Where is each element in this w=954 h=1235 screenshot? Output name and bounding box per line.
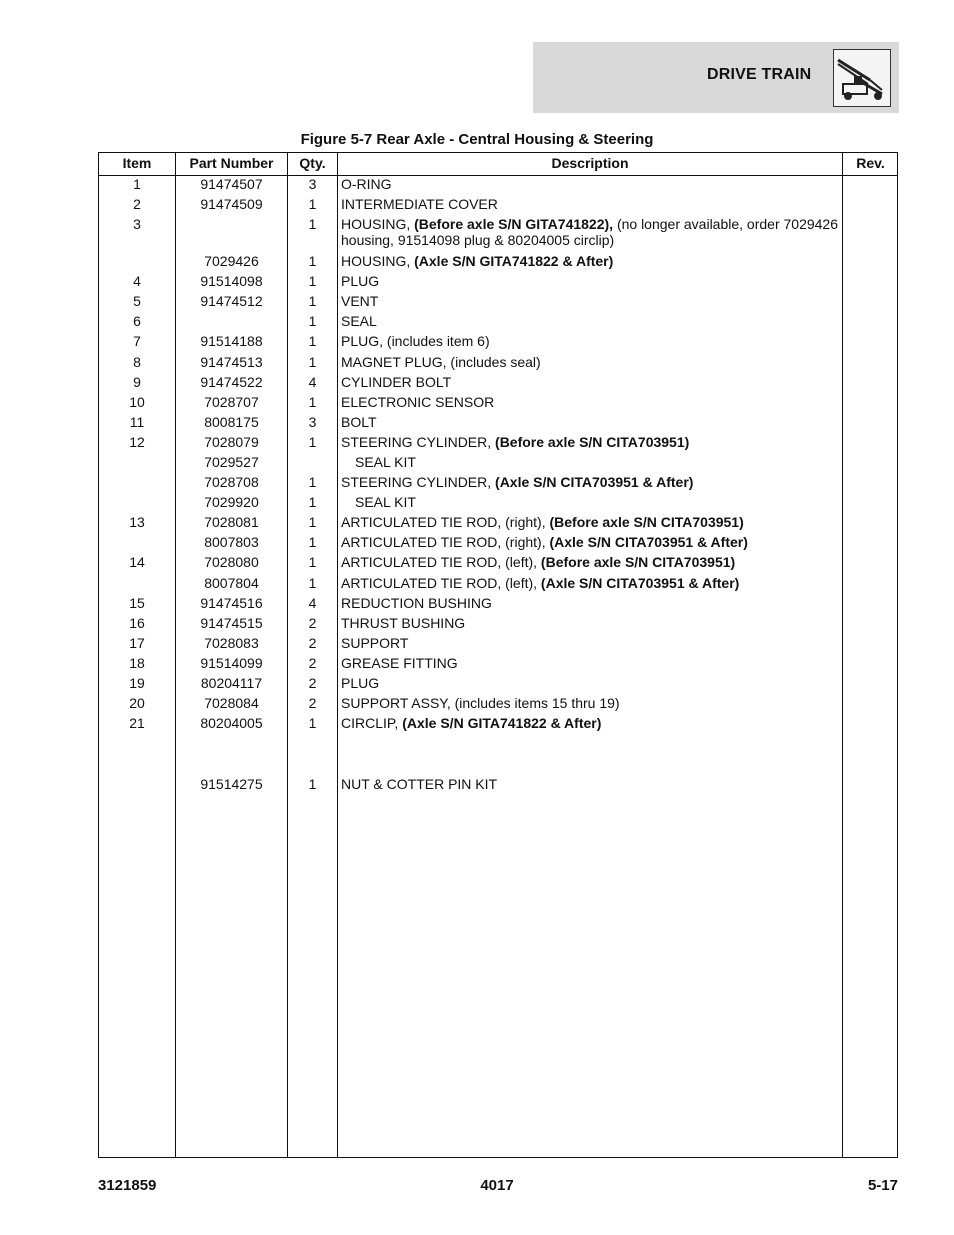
description [341,494,853,510]
quantity: 2 [308,675,317,692]
quantity: 1 [308,474,317,491]
footer-manual-number: 3121859 [98,1177,157,1194]
item-number: 9 [133,373,141,390]
column-header-qty: Qty. [299,155,326,171]
serial-note: (Axle S/N GITA741822 & After) [414,253,614,270]
description-text: SUPPORT [341,634,409,651]
telehandler-icon [833,49,891,107]
part-number: 8007804 [204,574,259,591]
quantity: 2 [308,695,317,712]
table-row [99,635,897,655]
description-text: PLUG, (includes item 6) [341,333,490,350]
serial-note: (Axle S/N CITA703951 & After) [549,534,748,551]
part-number: 91474512 [200,293,263,310]
item-number: 15 [129,594,145,611]
part-number: 91514275 [200,775,263,792]
description-text: INTERMEDIATE COVER [341,196,498,213]
part-number: 91514098 [200,273,263,290]
description [341,313,839,329]
part-number: 7028083 [204,634,259,651]
table-row [99,394,897,414]
description-text: ARTICULATED TIE ROD, (right), [341,514,550,531]
part-number: 80204005 [200,715,263,732]
quantity: 1 [308,514,317,531]
column-header-part-number: Part Number [189,155,274,171]
table-row [99,715,897,735]
description [341,695,839,711]
table-row [99,354,897,374]
item-number: 17 [129,634,145,651]
description [341,414,839,430]
description [341,434,839,450]
table-row [99,253,897,273]
serial-note: (Before axle S/N CITA703951) [549,514,744,531]
table-row [99,695,897,715]
part-number: 7028079 [204,433,259,450]
table-row [99,333,897,353]
item-number: 21 [129,715,145,732]
quantity: 1 [308,393,317,410]
description [341,776,839,792]
description-text: NUT & COTTER PIN KIT [341,775,498,792]
item-number: 14 [129,554,145,571]
serial-note: (Before axle S/N CITA703951) [540,554,736,571]
item-number: 20 [129,695,145,712]
item-number: 6 [133,313,141,330]
part-number: 91474516 [200,594,263,611]
quantity: 3 [308,413,317,430]
table-row [99,273,897,293]
table-row [99,514,897,534]
description [341,293,839,309]
description [341,454,853,470]
quantity: 1 [308,253,317,270]
description [341,675,839,691]
part-number: 91474515 [200,614,263,631]
description-text: CYLINDER BOLT [341,373,452,390]
description [341,474,839,490]
table-row [99,595,897,615]
parts-table [98,152,898,1158]
part-number: 7029527 [204,454,259,471]
table-row [99,554,897,574]
item-number: 8 [133,353,141,370]
description [341,514,839,530]
part-number: 7028081 [204,514,259,531]
table-row [99,755,897,775]
serial-note: (Axle S/N CITA703951 & After) [540,574,740,591]
quantity: 1 [308,333,317,350]
description-text: (no longer available, order 7029426 housing, 91514098 plug & 80204005 circlip) [341,216,838,249]
description-text: SUPPORT ASSY, (includes items 15 thru 19) [341,695,620,712]
quantity: 1 [308,216,317,233]
description-text: BOLT [341,413,377,430]
serial-note: (Before axle S/N CITA703951) [495,433,690,450]
item-number: 4 [133,273,141,290]
description-text: PLUG [341,273,380,290]
description-text: HOUSING, [341,253,415,270]
part-number: 7028708 [204,474,259,491]
table-row [99,176,897,196]
section-title: DRIVE TRAIN [707,66,812,83]
table-row [99,534,897,554]
table-row [99,216,897,253]
description-text: THRUST BUSHING [341,614,466,631]
table-row [99,374,897,394]
description-text: HOUSING, [341,216,415,233]
part-number: 7028084 [204,695,259,712]
quantity: 2 [308,614,317,631]
part-number: 80204117 [200,675,263,692]
quantity: 1 [308,273,317,290]
item-number: 13 [129,514,145,531]
table-row [99,675,897,695]
serial-note: (Axle S/N GITA741822 & After) [402,715,602,732]
table-row [99,735,897,755]
description-text: CIRCLIP, [341,715,403,732]
table-row [99,434,897,454]
part-number: 91474522 [200,373,263,390]
footer-model: 4017 [480,1177,514,1194]
part-number: 7028080 [204,554,259,571]
description-text: STEERING CYLINDER, [341,474,496,491]
serial-note: (Axle S/N CITA703951 & After) [495,474,694,491]
item-number: 1 [133,176,141,192]
serial-note: (Before axle S/N GITA741822), [414,216,614,233]
part-number: 7029920 [204,494,259,511]
part-number: 7029426 [204,253,259,270]
item-number: 11 [129,413,145,430]
description [341,715,839,731]
table-row [99,615,897,635]
quantity: 1 [308,196,317,213]
quantity: 1 [308,574,317,591]
item-number: 10 [129,393,145,410]
quantity: 2 [308,634,317,651]
description-text: O-RING [341,176,392,192]
table-body [99,176,897,796]
description [341,374,839,390]
part-number: 91514188 [200,333,263,350]
description [341,534,839,550]
quantity: 1 [308,293,317,310]
item-number: 2 [133,196,141,213]
description [341,655,839,671]
quantity: 1 [308,313,317,330]
description [341,575,839,591]
description-text: PLUG [341,675,380,692]
description [341,595,839,611]
quantity: 1 [308,534,317,551]
quantity: 1 [308,353,317,370]
table-row [99,196,897,216]
description [341,354,839,370]
item-number: 19 [129,675,145,692]
description [341,176,839,192]
description-text: SEAL KIT [355,494,416,511]
quantity: 1 [308,715,317,732]
quantity: 4 [308,594,317,611]
item-number: 7 [133,333,141,350]
part-number: 7028707 [204,393,259,410]
item-number: 18 [129,654,145,671]
quantity: 1 [308,494,317,511]
figure-title: Figure 5-7 Rear Axle - Central Housing & Steering [300,131,654,148]
description-text: GREASE FITTING [341,654,458,671]
part-number: 8008175 [204,413,259,430]
description [341,273,839,289]
item-number: 3 [133,216,141,233]
description [341,196,839,212]
description-text: ARTICULATED TIE ROD, (left), [341,554,541,571]
section-header [533,42,899,113]
quantity: 1 [308,775,317,792]
description-text: SEAL [341,313,377,330]
part-number: 8007803 [204,534,259,551]
description-text: SEAL KIT [355,454,416,471]
quantity: 1 [308,554,317,571]
part-number: 91474509 [200,196,263,213]
table-row [99,414,897,434]
item-number: 16 [129,614,145,631]
table-row [99,293,897,313]
description [341,635,839,651]
item-number: 5 [133,293,141,310]
quantity: 1 [308,433,317,450]
quantity: 2 [308,654,317,671]
description [341,554,839,570]
description [341,216,839,248]
footer-page-number: 5-17 [867,1177,898,1194]
quantity: 3 [308,176,317,192]
table-row [99,313,897,333]
part-number: 91474507 [200,176,263,192]
column-header-item: Item [122,155,152,171]
part-number: 91474513 [200,353,263,370]
description [341,394,839,410]
description-text: STEERING CYLINDER, [341,433,496,450]
table-row [99,655,897,675]
table-row [99,575,897,595]
description-text: MAGNET PLUG, (includes seal) [341,353,541,370]
description [341,333,839,349]
description [341,615,839,631]
column-header-rev: Rev. [856,155,885,171]
description-text: REDUCTION BUSHING [341,594,492,611]
description-text: VENT [341,293,379,310]
description-text: ARTICULATED TIE ROD, (left), [341,574,541,591]
table-row [99,494,897,514]
column-header-description: Description [551,155,629,171]
table-row [99,474,897,494]
description-text: ARTICULATED TIE ROD, (right), [341,534,550,551]
description [341,253,839,269]
quantity: 4 [308,373,317,390]
part-number: 91514099 [200,654,263,671]
table-row [99,454,897,474]
description-text: ELECTRONIC SENSOR [341,393,495,410]
item-number: 12 [129,433,145,450]
table-row [99,776,897,796]
